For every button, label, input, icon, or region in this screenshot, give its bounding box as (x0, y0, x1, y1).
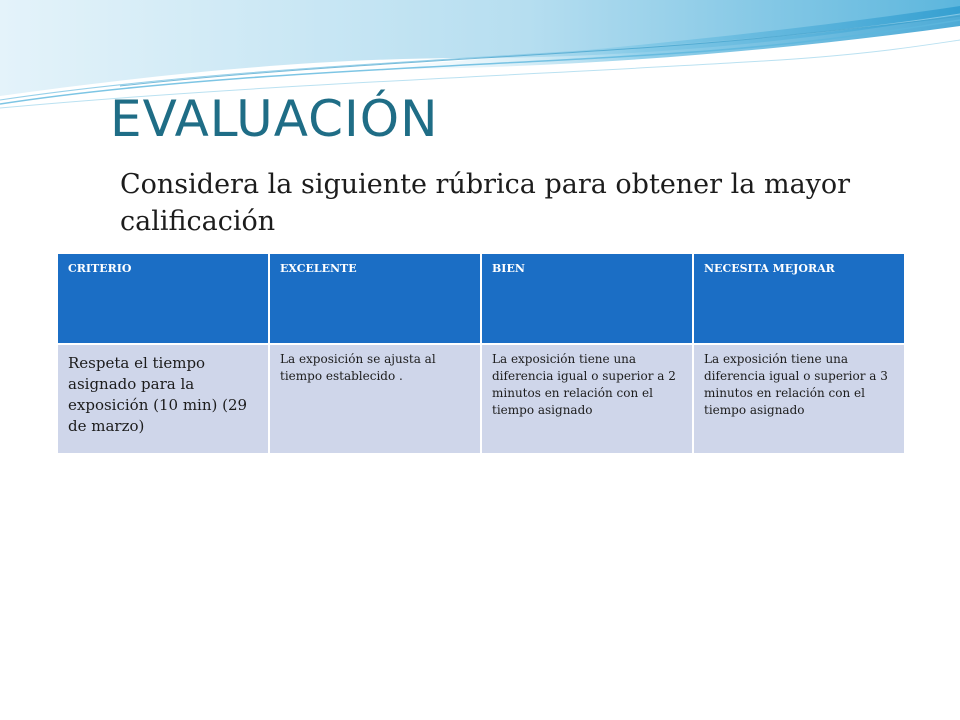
header-excelente: EXCELENTE (269, 253, 481, 344)
rubric-table (56, 252, 906, 455)
cell-excelente: La exposición se ajusta al tiempo establecido . (269, 344, 481, 454)
cell-bien: La exposición tiene una diferencia igual o superior a 2 minutos en relación con el tiempo asignado (481, 344, 693, 454)
header-necesita-mejorar: NECESITA MEJORAR (693, 253, 905, 344)
slide-title: EVALUACIÓN (110, 90, 439, 148)
wave-fill (0, 0, 960, 96)
table-row (57, 344, 905, 454)
slide-subtitle: Considera la siguiente rúbrica para obtener la mayor calificación (120, 169, 851, 237)
cell-necesita-mejorar: La exposición tiene una diferencia igual o superior a 3 minutos en relación con el tiempo asignado (693, 344, 905, 454)
header-criterio: CRITERIO (57, 253, 269, 344)
cell-criterio: Respeta el tiempo asignado para la exposición (10 min) (29 de marzo) (57, 344, 269, 454)
header-bien: BIEN (481, 253, 693, 344)
rubric-header-row (57, 253, 905, 344)
